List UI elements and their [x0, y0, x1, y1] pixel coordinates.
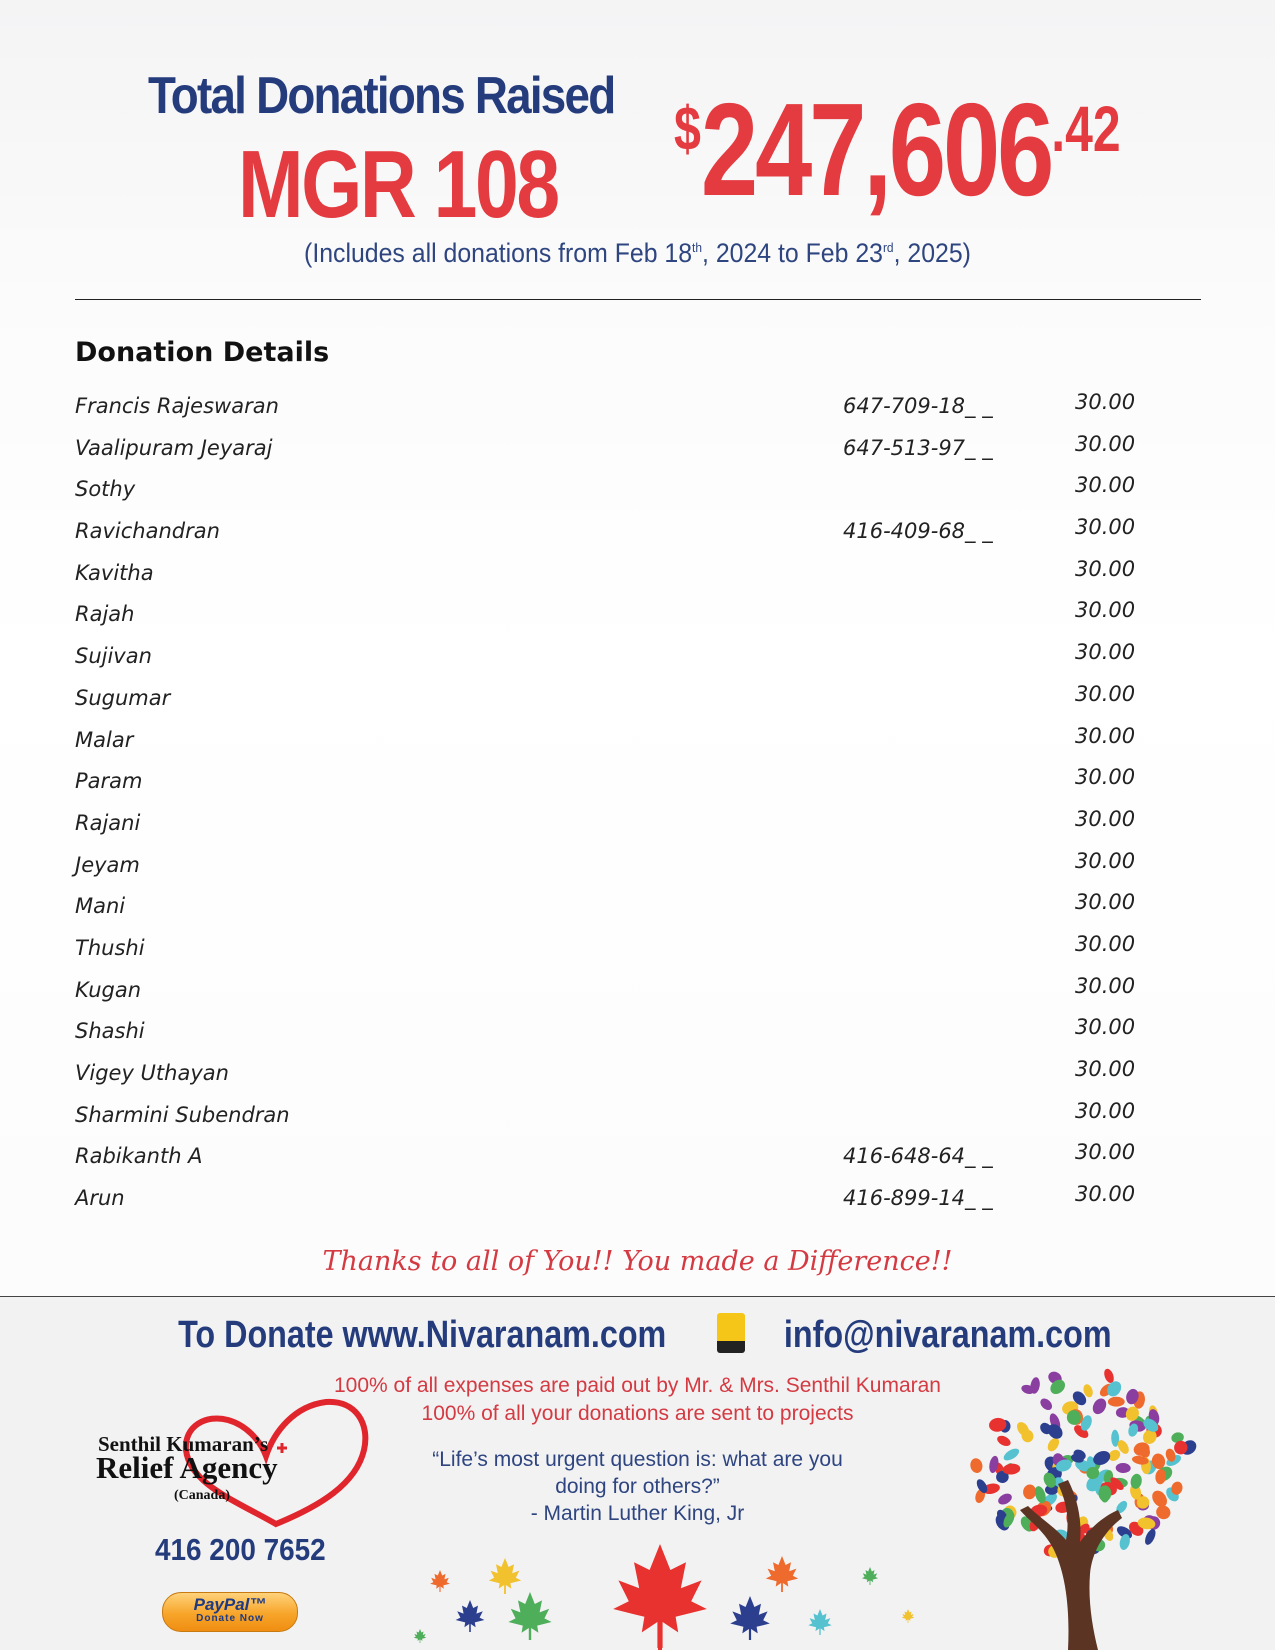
- donation-name: Vaalipuram Jeyaraj: [75, 435, 273, 460]
- donate-line: [0, 1314, 1275, 1357]
- donation-row: [75, 932, 1135, 974]
- donation-amount: 30.00: [1075, 1098, 1136, 1123]
- handprint-icon: [1090, 1396, 1109, 1416]
- donation-row: [75, 1015, 1135, 1057]
- quote-author: - Martin Luther King, Jr: [530, 1502, 745, 1525]
- donation-name: Shashi: [75, 1019, 145, 1044]
- donation-name: Ravichandran: [75, 519, 220, 544]
- donation-name: Rabikanth A: [75, 1144, 203, 1169]
- paypal-label: Donate Now: [196, 1613, 264, 1624]
- logo-line-2: Relief Agency: [96, 1450, 278, 1485]
- donation-amount: 30.00: [1075, 598, 1136, 623]
- donation-row: [75, 682, 1135, 724]
- section-title: Donation Details: [75, 337, 330, 368]
- donation-name: Kavitha: [75, 560, 154, 585]
- donation-name: Mani: [75, 894, 126, 919]
- logo-line-3: (Canada): [174, 1488, 231, 1503]
- donation-amount: 30.00: [1075, 390, 1136, 414]
- expenses-note: 100% of all expenses are paid out by Mr. & Mrs. Senthil Kumaran: [334, 1374, 941, 1397]
- donation-row: [75, 974, 1135, 1016]
- donation-phone: 647-513-97_ _: [843, 435, 993, 460]
- campaign-name: MGR 108: [238, 131, 558, 238]
- donation-amount: 30.00: [1075, 723, 1136, 748]
- donation-row: [75, 724, 1135, 766]
- amount-main: 247,606: [700, 76, 1052, 223]
- donation-amount: 30.00: [1075, 848, 1136, 873]
- donation-row: [75, 765, 1135, 807]
- donation-name: Francis Rajeswaran: [75, 394, 279, 418]
- donation-row: [75, 598, 1135, 640]
- total-amount: [674, 76, 1121, 223]
- donation-name: Rajani: [75, 810, 141, 835]
- donation-list: [75, 390, 1135, 1224]
- interac-etransfer-icon: [717, 1313, 745, 1353]
- donation-row: [75, 473, 1135, 515]
- currency-symbol: $: [674, 95, 701, 164]
- paypal-donate-button[interactable]: [162, 1592, 298, 1632]
- donation-amount: 30.00: [1075, 431, 1136, 456]
- donation-amount: 30.00: [1075, 765, 1136, 790]
- donation-phone: 416-899-14_ _: [843, 1186, 993, 1211]
- donation-name: Sugumar: [75, 685, 171, 710]
- donation-row: [75, 890, 1135, 932]
- donate-email-link[interactable]: info@nivaranam.com: [783, 1314, 1112, 1356]
- handprint-icon: [1002, 1446, 1021, 1463]
- donation-name: Rajah: [75, 602, 135, 627]
- donation-amount: 30.00: [1075, 1182, 1136, 1207]
- divider: [75, 299, 1201, 300]
- donation-name: Sharmini Subendran: [75, 1102, 290, 1127]
- maple-leaf-icon: [410, 1536, 930, 1650]
- handprint-icon: [1115, 1463, 1131, 1474]
- donation-amount: 30.00: [1075, 931, 1136, 956]
- donation-amount: 30.00: [1075, 1140, 1136, 1165]
- donation-name: Kugan: [75, 977, 142, 1002]
- handprint-icon: [1108, 1397, 1125, 1407]
- relief-agency-logo: [94, 1392, 374, 1532]
- donation-row: [75, 1182, 1135, 1224]
- donation-row: [75, 807, 1135, 849]
- donation-amount: 30.00: [1075, 1015, 1136, 1040]
- handprint-icon: [1045, 1436, 1061, 1454]
- donation-row: [75, 1099, 1135, 1141]
- donations-note: 100% of all your donations are sent to projects: [421, 1402, 854, 1425]
- donation-amount: 30.00: [1075, 515, 1136, 540]
- donation-amount: 30.00: [1075, 556, 1136, 581]
- logo-line-1: Senthil Kumaran’s: [98, 1432, 269, 1456]
- donation-name: Jeyam: [75, 852, 140, 877]
- donation-row: [75, 390, 1135, 432]
- handprint-icon: [1143, 1527, 1158, 1546]
- donation-name: Sujivan: [75, 644, 152, 669]
- paypal-logo: PayPal™: [193, 1595, 267, 1614]
- donation-amount: 30.00: [1075, 973, 1136, 998]
- donation-row: [75, 557, 1135, 599]
- donation-name: Param: [75, 769, 143, 794]
- donation-name: Sothy: [75, 477, 136, 502]
- handprint-icon: [1022, 1484, 1036, 1500]
- handprint-icon: [1038, 1396, 1054, 1412]
- handprint-icon: [996, 1491, 1013, 1506]
- donation-amount: 30.00: [1075, 640, 1136, 665]
- handprint-icon: [969, 1457, 984, 1474]
- donation-phone: 647-709-18_ _: [843, 394, 993, 418]
- report-title: Total Donations Raised: [148, 67, 615, 125]
- donate-website-link[interactable]: To Donate www.Nivaranam.com: [177, 1314, 666, 1356]
- thanks-message: Thanks to all of You!! You made a Difference!!: [322, 1246, 953, 1277]
- donation-name: Arun: [75, 1186, 125, 1211]
- amount-cents: .42: [1051, 93, 1121, 165]
- donation-amount: 30.00: [1075, 473, 1136, 498]
- handprint-tree-icon: [958, 1360, 1208, 1650]
- donation-name: Vigey Uthayan: [75, 1061, 229, 1085]
- donation-amount: 30.00: [1075, 890, 1136, 915]
- donation-row: [75, 515, 1135, 557]
- donation-name: Malar: [75, 727, 134, 752]
- donation-amount: 30.00: [1075, 1057, 1136, 1081]
- donation-row: [75, 640, 1135, 682]
- donation-phone: 416-648-64_ _: [843, 1144, 993, 1169]
- quote-line-1: “Life’s most urgent question is: what are you: [432, 1448, 843, 1471]
- donation-row: [75, 849, 1135, 891]
- donation-phone: 416-409-68_ _: [843, 519, 993, 544]
- donation-row: [75, 432, 1135, 474]
- donation-row: [75, 1140, 1135, 1182]
- donation-name: Thushi: [75, 935, 145, 960]
- handprint-icon: [995, 1434, 1012, 1448]
- date-range-note: (Includes all donations from Feb 18th, 2024 to Feb 23rd, 2025): [304, 238, 971, 268]
- donation-amount: 30.00: [1075, 806, 1136, 831]
- quote-line-2: doing for others?”: [555, 1475, 720, 1498]
- donation-row: [75, 1057, 1135, 1099]
- donation-amount: 30.00: [1075, 681, 1136, 706]
- contact-phone[interactable]: 416 200 7652: [155, 1532, 326, 1567]
